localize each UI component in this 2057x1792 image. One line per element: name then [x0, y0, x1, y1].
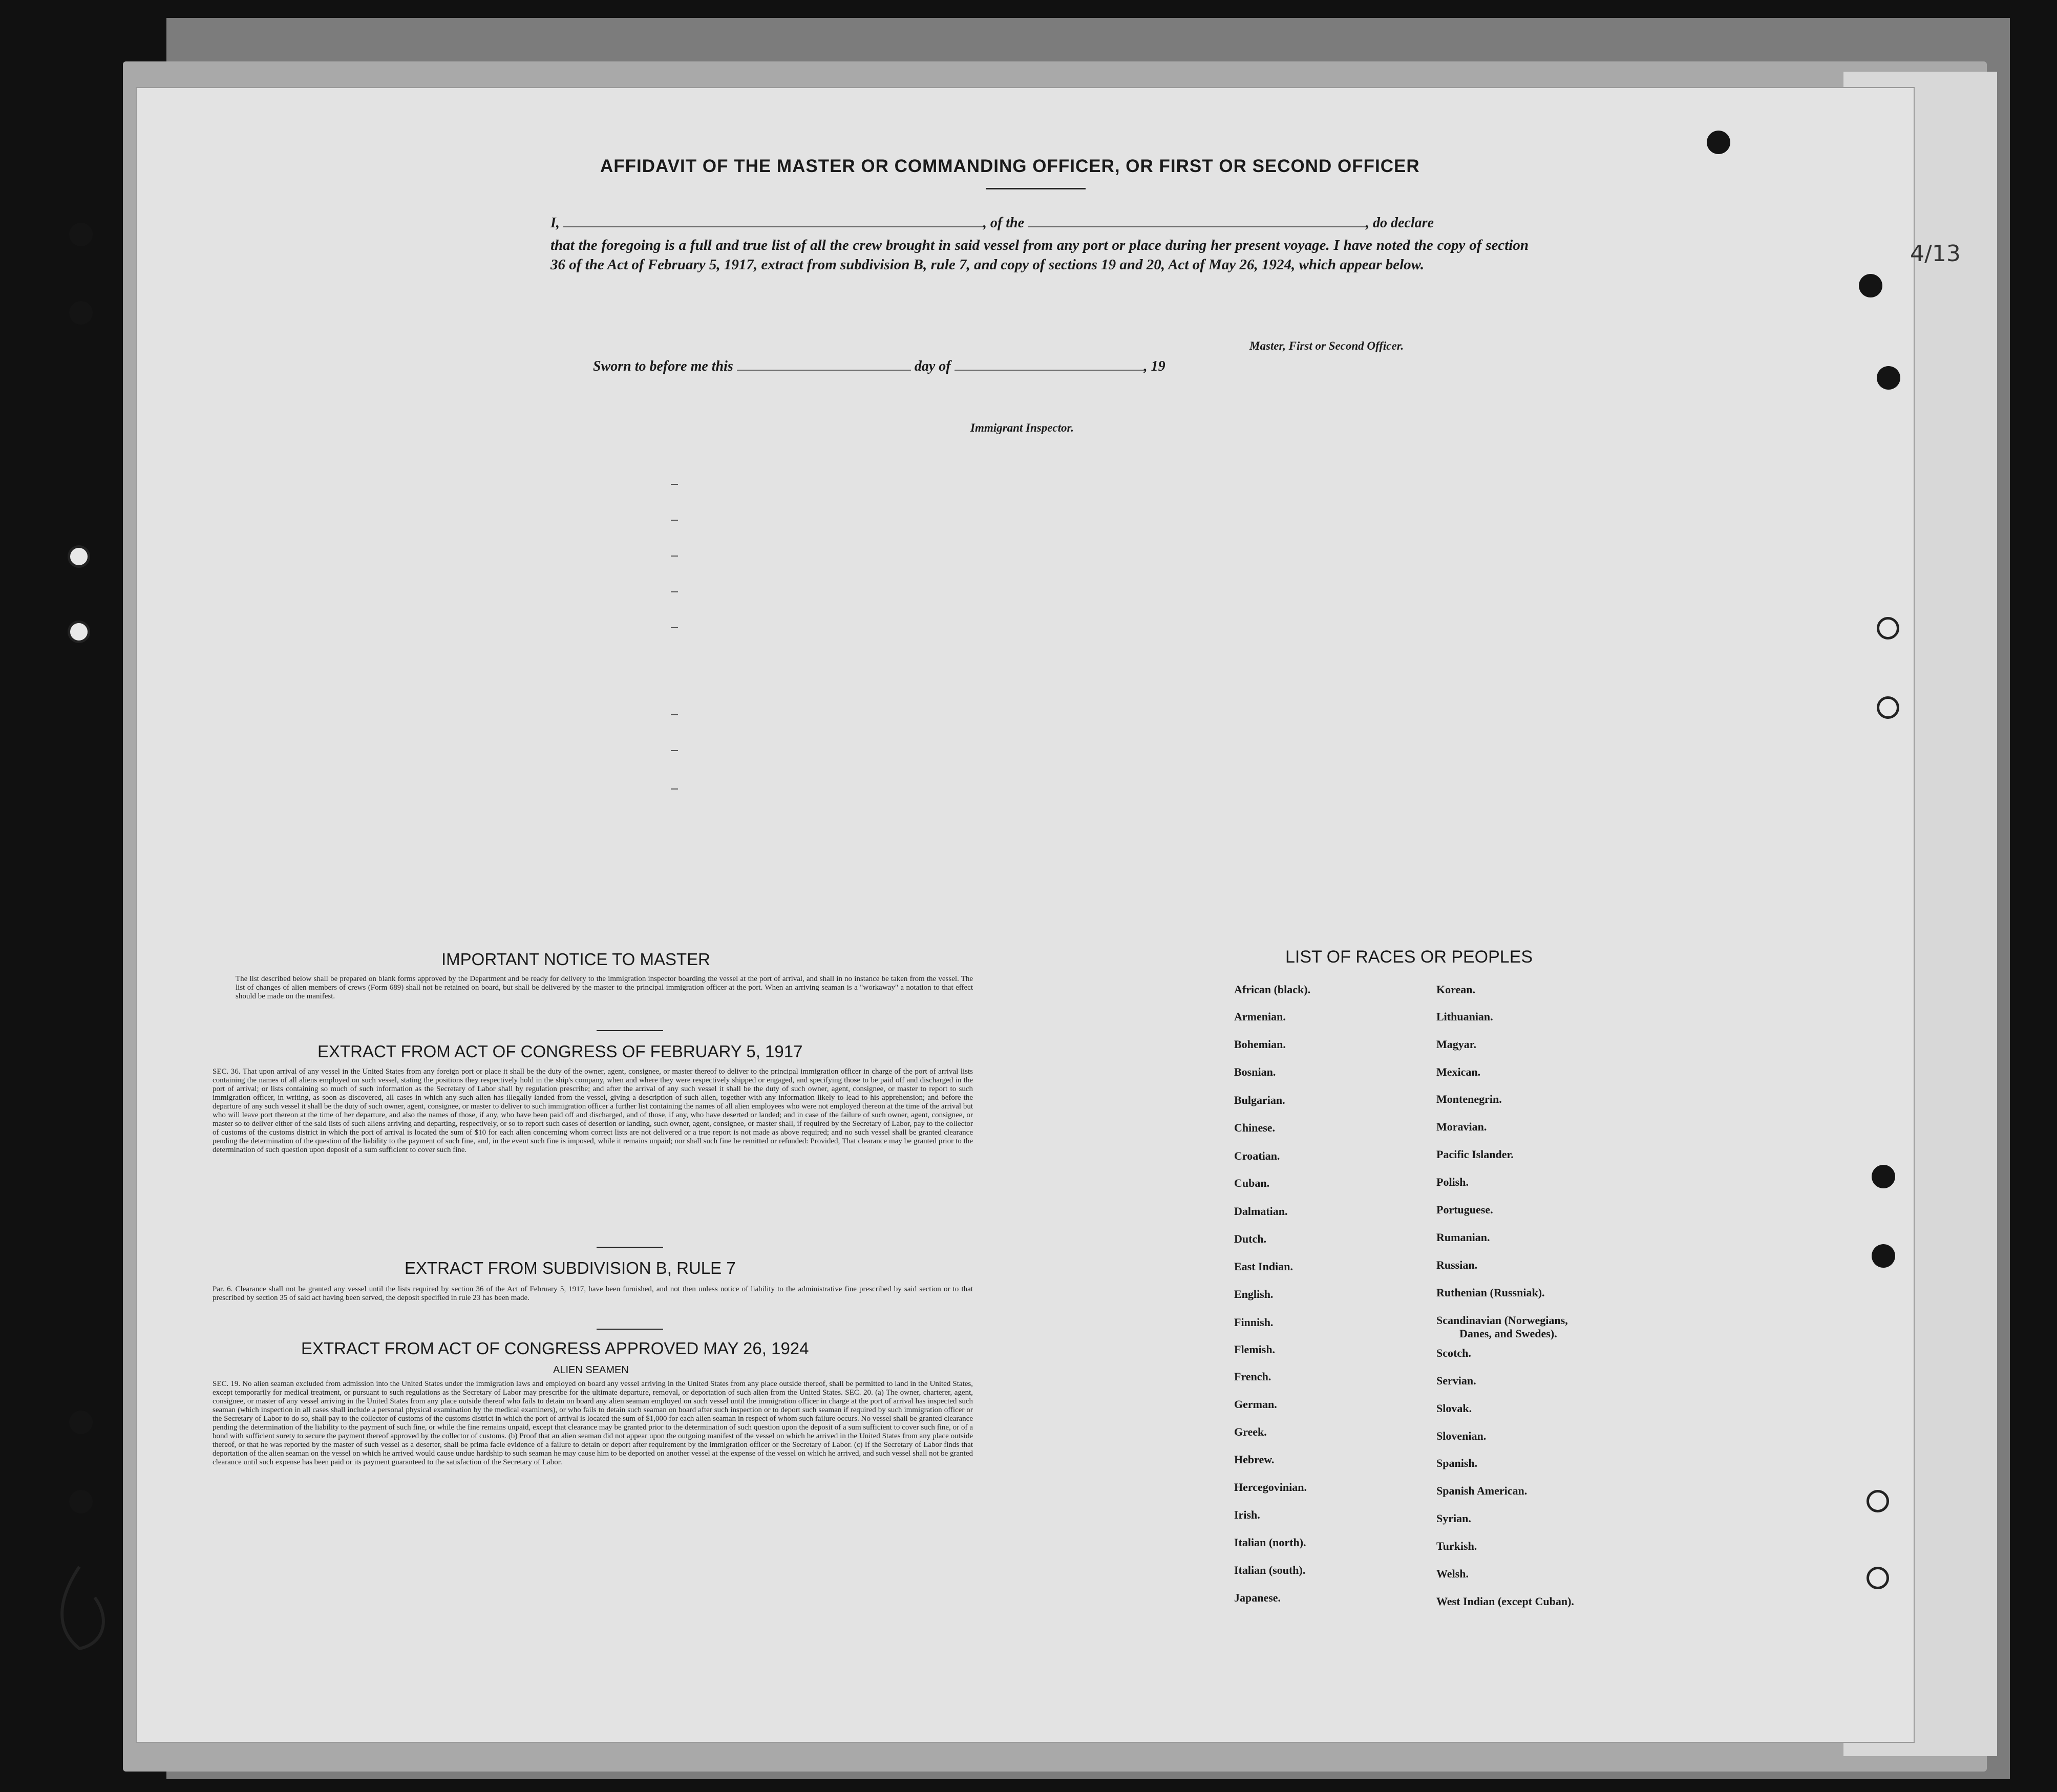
race-item: Servian.	[1436, 1374, 1476, 1387]
race-item: Greek.	[1234, 1425, 1267, 1438]
race-item: Magyar.	[1436, 1038, 1477, 1051]
race-item: Korean.	[1436, 983, 1475, 996]
declarant-line	[550, 215, 1529, 231]
binder-hole	[1877, 366, 1900, 390]
race-item: Italian (north).	[1234, 1536, 1306, 1549]
master-caption: Master, First or Second Officer.	[1249, 339, 1404, 352]
section-rule	[597, 1329, 663, 1330]
race-item: Bosnian.	[1234, 1065, 1276, 1078]
dash-mark	[671, 788, 678, 790]
extract-1924-subtitle: ALIEN SEAMEN	[553, 1364, 629, 1376]
month-blank[interactable]	[955, 370, 1144, 371]
race-item: Dutch.	[1234, 1232, 1266, 1245]
handwritten-mark	[49, 1556, 125, 1659]
notice-title: IMPORTANT NOTICE TO MASTER	[441, 950, 711, 969]
race-item: English.	[1234, 1288, 1274, 1300]
race-item: Lithuanian.	[1436, 1010, 1493, 1023]
dash-mark	[671, 750, 678, 751]
race-item: West Indian (except Cuban).	[1436, 1595, 1574, 1608]
binder-hole	[69, 301, 93, 325]
extract-rule7-text: Par. 6. Clearance shall not be granted any vessel until the lists required by section 36 of the Act of February 5, 1917, have been furnished, and not then unless notice of liability to the administrative fine prescribed by said section or to that prescribed by section 35 of said act having been served, the deposit specified in rule 23 has been made.	[213, 1285, 973, 1302]
margin-note: 4/13	[1910, 241, 1961, 267]
race-item: Welsh.	[1436, 1567, 1469, 1580]
dash-mark	[671, 556, 678, 557]
binder-hole	[1707, 131, 1730, 154]
race-item: Flemish.	[1234, 1343, 1276, 1356]
day-blank[interactable]	[737, 370, 911, 371]
race-item: Italian (south).	[1234, 1564, 1306, 1576]
race-item: Moravian.	[1436, 1120, 1487, 1133]
extract-1924-title: EXTRACT FROM ACT OF CONGRESS APPROVED MAY 26, 1924	[301, 1339, 809, 1358]
race-item: Montenegrin.	[1436, 1093, 1502, 1105]
race-item: Finnish.	[1234, 1316, 1274, 1329]
binder-hole	[1859, 274, 1882, 297]
races-title: LIST OF RACES OR PEOPLES	[1285, 947, 1533, 967]
race-item: Cuban.	[1234, 1177, 1270, 1189]
race-item: East Indian.	[1234, 1260, 1293, 1273]
do-declare-label: , do declare	[1366, 215, 1434, 231]
race-item: French.	[1234, 1370, 1271, 1383]
year-label: , 19	[1143, 358, 1165, 374]
extract-1917-text: SEC. 36. That upon arrival of any vessel in the United States from any foreign port or place it shall be the duty of the owner, agent, consignee, or master thereof to deliver to the principal immigration officer in charge of the port of arrival lists containing the names of all aliens employed on such vessel, stating the positions they respectively hold in the ship's company, when and where they were respectively shipped or engaged, and specifying those to be paid off and discharged in the port of arrival; or lists containing so much of such information as the Secretary of Labor shall by regulation prescribe; and after the arrival of any such vessel it shall be the duty of such owner, agent, consignee, or master to report to such immigration officer, in writing, as soon as discovered, all cases in which any such alien has illegally landed from the vessel, giving a description of such alien, together with any information likely to lead to his apprehension; and before the departure of any such vessel it shall be the duty of such owner, agent, consignee, or master to deliver to such immigration officer a further list containing the names of all alien employees who were not employed thereon at the time of the arrival but who will leave port thereon at the time of her departure, and also the names of those, if any, who have been paid off and discharged, and of those, if any, who have deserted or landed; and in case of the failure of such owner, agent, consignee, or master so to deliver either of the said lists of such aliens arriving and departing, respectively, or so to report such cases of desertion or landing, such owner, agent, consignee, or master shall, if required by the Secretary of Labor, pay to the collector of customs of the customs district in which the port of arrival is located the sum of $10 for each alien concerning whom correct lists are not delivered or a true report is not made as above required; and no such vessel shall be granted clearance pending the determination of the question of the liability to the payment of such fine, and, in the event such fine is imposed, while it remains unpaid; nor shall such fine be remitted or refunded: Provided, That clearance may be granted prior to the determination of such question upon deposit of a sum sufficient to cover such fine.	[213, 1068, 973, 1154]
extract-rule7-title: EXTRACT FROM SUBDIVISION B, RULE 7	[405, 1258, 736, 1277]
race-item: Polish.	[1436, 1176, 1469, 1188]
race-item: Slovenian.	[1436, 1430, 1487, 1442]
i-label: I,	[550, 215, 560, 231]
day-of-label: day of	[914, 358, 951, 374]
binder-hole	[69, 223, 93, 246]
vessel-blank[interactable]	[1028, 226, 1366, 227]
section-rule	[597, 1247, 663, 1248]
binder-hole	[1867, 1490, 1889, 1512]
race-item: Portuguese.	[1436, 1203, 1493, 1216]
of-the-label: , of the	[983, 215, 1025, 231]
extract-1917-title: EXTRACT FROM ACT OF CONGRESS OF FEBRUARY 5, 1917	[317, 1042, 803, 1061]
race-item: Ruthenian (Russniak).	[1436, 1286, 1545, 1299]
race-item: Russian.	[1436, 1258, 1478, 1271]
dash-mark	[671, 484, 678, 485]
race-item: German.	[1234, 1398, 1277, 1411]
race-item: Armenian.	[1234, 1010, 1286, 1023]
race-item: Slovak.	[1436, 1402, 1472, 1415]
section-rule	[597, 1030, 663, 1031]
race-item: Dalmatian.	[1234, 1205, 1288, 1218]
affidavit-body: that the foregoing is a full and true list of all the crew brought in said vessel from any port or place during her present voyage. I have noted the copy of section 36 of the Act of February 5, 1917, extract from subdivision B, rule 7, and copy of sections 19 and 20, Act of May 26, 1924, which appear below.	[550, 237, 1529, 273]
extract-1924-text: SEC. 19. No alien seaman excluded from admission into the United States under the immigration laws and employed on board any vessel arriving in the United States from any place outside thereof, shall be permitted to land in the United States, except temporarily for medical treatment, or pursuant to such regulations as the Secretary of Labor may prescribe for the ultimate departure, removal, or deportation of such alien from the United States. SEC. 20. (a) The owner, charterer, agent, consignee, or master of any vessel arriving in the United States from any place outside thereof who fails to detain on board any alien seaman employed on such vessel until the immigration officer in charge at the port of arrival has inspected such seaman (which inspection in all cases shall include a personal physical examination by the medical examiners), or who fails to detain such seaman on board after such inspection or to deport such seaman if required by such immigration officer or the Secretary of Labor to do so, shall pay to the collector of customs of the customs district in which the port of arrival is located the sum of $1,000 for each alien seaman in respect of whom such failure occurs. No vessel shall be granted clearance pending the determination of the liability to the payment of such fine, or while the fine remains unpaid, except that clearance may be granted prior to the determination of such question upon the deposit of a sum sufficient to cover such fine, or of a bond with sufficient surety to secure the payment thereof approved by the collector of customs. (b) Proof that an alien seaman did not appear upon the outgoing manifest of the vessel on which he arrived in the United States from any place outside thereof, or that he was reported by the master of such vessel as a deserter, shall be prima facie evidence of a failure to detain or deport after requirement by the immigration officer or the Secretary of Labor. (c) If the Secretary of Labor finds that deportation of the alien seaman on the vessel on which he arrived would cause undue hardship to such seaman he may cause him to be deported on another vessel at the expense of the vessel on which he arrived, and such vessel shall not be granted clearance until such expense has been paid or its payment guaranteed to the satisfaction of the Secretary of Labor.	[213, 1380, 973, 1466]
race-item: Irish.	[1234, 1508, 1260, 1521]
race-item: Japanese.	[1234, 1591, 1281, 1604]
name-blank[interactable]	[563, 226, 983, 227]
race-item: Pacific Islander.	[1436, 1148, 1514, 1161]
race-item: Chinese.	[1234, 1121, 1276, 1134]
binder-hole	[1877, 696, 1899, 719]
race-item: African (black).	[1234, 983, 1311, 996]
sworn-line	[593, 358, 1165, 375]
notice-text: The list described below shall be prepared on blank forms approved by the Department and be ready for delivery to the immigration inspector boarding the vessel at the port of arrival, and shall in no instance be taken from the vessel. The list of changes of alien members of crews (Form 689) shall not be retained on board, but shall be delivered by the master to the principal immigration officer at the port. When an arriving seaman is a "workaway" a notation to that effect should be made on the manifest.	[236, 975, 973, 1000]
binder-hole	[68, 545, 90, 568]
race-item: Bulgarian.	[1234, 1094, 1285, 1106]
binder-hole	[69, 1490, 93, 1513]
race-item: Scotch.	[1436, 1347, 1471, 1359]
binder-hole	[69, 1411, 93, 1434]
race-item: Turkish.	[1436, 1540, 1477, 1552]
dash-mark	[671, 520, 678, 521]
race-item: Danes, and Swedes).	[1459, 1327, 1557, 1340]
race-item: Rumanian.	[1436, 1231, 1490, 1244]
race-item: Bohemian.	[1234, 1038, 1286, 1051]
dash-mark	[671, 627, 678, 628]
sworn-label: Sworn to before me this	[593, 358, 733, 374]
inspector-caption: Immigrant Inspector.	[970, 421, 1074, 434]
race-item: Spanish.	[1436, 1457, 1478, 1469]
binder-hole	[1867, 1567, 1889, 1589]
document-page	[136, 87, 1915, 1743]
race-item: Syrian.	[1436, 1512, 1471, 1525]
binder-hole	[68, 621, 90, 643]
title-rule	[986, 188, 1086, 189]
race-item: Hercegovinian.	[1234, 1481, 1307, 1494]
binder-hole	[1877, 617, 1899, 639]
race-item: Mexican.	[1436, 1065, 1481, 1078]
binder-hole	[1872, 1244, 1895, 1268]
dash-mark	[671, 591, 678, 592]
binder-hole	[1872, 1165, 1895, 1188]
dash-mark	[671, 714, 678, 715]
affidavit-title: AFFIDAVIT OF THE MASTER OR COMMANDING OFFICER, OR FIRST OR SECOND OFFICER	[600, 156, 1420, 176]
race-item: Croatian.	[1234, 1149, 1280, 1162]
race-item: Hebrew.	[1234, 1453, 1275, 1466]
race-item: Spanish American.	[1436, 1484, 1528, 1497]
race-item: Scandinavian (Norwegians,	[1436, 1314, 1568, 1327]
